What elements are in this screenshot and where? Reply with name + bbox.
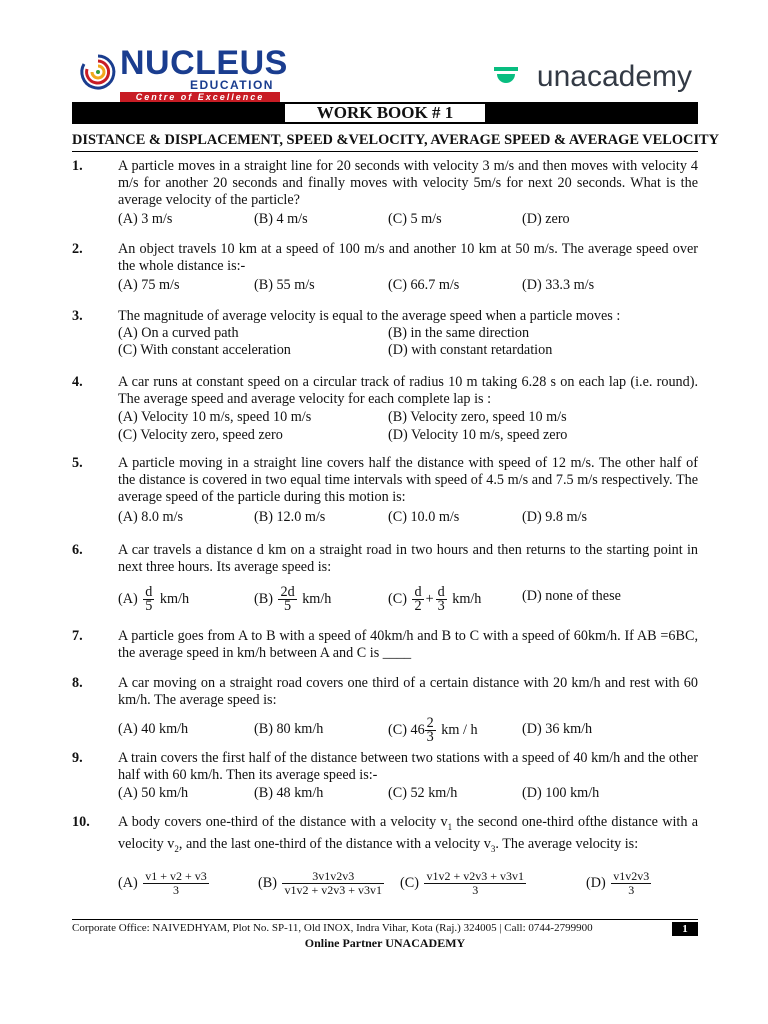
option-b: (B) 55 m/s: [254, 277, 315, 293]
option-a: (A) 50 km/h: [118, 785, 189, 801]
option-c: (C) $\frac{v1v2 + v2v3 + v3v1}{3}$: [400, 869, 525, 897]
question-text: A car moving on a straight road covers one third of a certain distance with 20 km/h and rest with 60 km/h. The average speed is:: [118, 675, 698, 708]
page-footer: [72, 919, 698, 935]
question-number: 4.: [72, 374, 83, 390]
question-text: The magnitude of average velocity is equal to the average speed when a particle moves :: [118, 308, 621, 324]
option-b: (B) 48 km/h: [254, 785, 324, 801]
fraction: $\frac{d}{3}$: [437, 584, 445, 614]
options-row: [118, 427, 698, 445]
question-number: 8.: [72, 675, 83, 691]
question-number: 3.: [72, 308, 83, 324]
question-number: 5.: [72, 455, 83, 471]
option-c: (C) $\frac{d}{2}$ + $\frac{d}{3}$ km/h: [388, 584, 482, 614]
option-a: (A) 75 m/s: [118, 277, 180, 293]
options-row: [118, 578, 698, 614]
question-text: A particle goes from A to B with a speed of 40km/h and B to C with a speed of 60km/h. If AB =6BC, the average speed in km/h between A and C is ____: [118, 628, 698, 661]
question-number: 9.: [72, 750, 83, 766]
fraction: $\frac{3v1v2v3}{v1v2 + v2v3 + v3v1}$: [284, 869, 383, 897]
option-b: (B) 80 km/h: [254, 721, 324, 737]
question-number: 7.: [72, 628, 83, 644]
question-text: A particle moving in a straight line covers half the distance with speed of 12 m/s. The other half of the distance is covered in two equal time intervals with speed of 4.5 m/s and 7.5 m/s respectively. The average speed of the particle during this motion is:: [118, 455, 698, 505]
question-text: A train covers the first half of the distance between two stations with a speed of 40 km/h and the other half with 60 km/h. Then its average speed is:-: [118, 750, 698, 783]
question-number: 6.: [72, 542, 83, 558]
swirl-logo-icon: [78, 52, 118, 92]
brand-tagline: Centre of Excellence: [120, 92, 280, 103]
page-header: [72, 40, 702, 102]
option-d: (D) 36 km/h: [522, 721, 593, 737]
fraction: $\frac{d}{2}$: [414, 584, 422, 614]
option-a: (A) $\frac{d}{5}$ km/h: [118, 584, 190, 614]
option-b: (B) 4 m/s: [254, 211, 308, 227]
fraction: $\frac{v1v2v3}{3}$: [613, 869, 650, 897]
topic-heading: DISTANCE & DISPLACEMENT, SPEED &VELOCITY, AVERAGE SPEED & AVERAGE VELOCITY: [72, 130, 698, 152]
option-d: (D) Velocity 10 m/s, speed zero: [388, 427, 568, 443]
options-row: [118, 866, 698, 906]
options-row: [118, 325, 698, 343]
title-bar: [72, 102, 698, 124]
question-text: A body covers one-third of the distance with a velocity $v_1$ the second one-third ofthe distance with a velocity $v_2$, and the last one-third of the distance with a velocity $v_3$. The average velocity is:: [118, 814, 698, 854]
option-a: (A) 40 km/h: [118, 721, 189, 737]
option-c: (C) 5 m/s: [388, 211, 442, 227]
option-d: (D) 33.3 m/s: [522, 277, 595, 293]
fraction: $\frac{2}{3}$: [426, 715, 434, 745]
option-b: (B) 12.0 m/s: [254, 509, 326, 525]
option-c: (C) 52 km/h: [388, 785, 458, 801]
option-c: (C) 66.7 m/s: [388, 277, 460, 293]
question-text: An object travels 10 km at a speed of 100 m/s and another 10 km at 50 m/s. The average speed over the whole distance is:-: [118, 241, 698, 274]
option-d: (D) 100 km/h: [522, 785, 600, 801]
option-a: (A) $\frac{v1 + v2 + v3}{3}$: [118, 869, 207, 897]
option-d: (D) zero: [522, 211, 570, 227]
question-text: A car runs at constant speed on a circular track of radius 10 m taking 6.28 s on each lap (i.e. round). The average speed and average velocity for each complete lap is :: [118, 374, 698, 407]
option-c: (C) With constant acceleration: [118, 342, 291, 358]
option-b: (B) in the same direction: [388, 325, 530, 341]
option-a: (A) Velocity 10 m/s, speed 10 m/s: [118, 409, 312, 425]
brand-name: NUCLEUS: [120, 44, 288, 82]
option-d: (D) 9.8 m/s: [522, 509, 588, 525]
unacademy-mark-icon: [491, 64, 521, 94]
option-a: (A) 8.0 m/s: [118, 509, 184, 525]
unacademy-logo: [537, 60, 692, 100]
option-d: (D) with constant retardation: [388, 342, 553, 358]
option-d: (D) $\frac{v1v2v3}{3}$: [586, 869, 650, 897]
fraction: $\frac{v1 + v2 + v3}{3}$: [145, 869, 207, 897]
option-c: (C) 46 $\frac{2}{3}$ km / h: [388, 715, 478, 745]
options-row: [118, 711, 698, 747]
fraction: $\frac{2d}{5}$: [280, 584, 295, 614]
brand-subname: EDUCATION: [190, 78, 274, 92]
page-number: 1: [672, 922, 698, 936]
partner-wordmark: unacademy: [536, 60, 692, 93]
options-row: [118, 785, 698, 803]
option-b: (B) Velocity zero, speed 10 m/s: [388, 409, 567, 425]
option-a: (A) On a curved path: [118, 325, 239, 341]
options-row: [118, 409, 698, 427]
option-c: (C) Velocity zero, speed zero: [118, 427, 283, 443]
option-c: (C) 10.0 m/s: [388, 509, 460, 525]
option-a: (A) 3 m/s: [118, 211, 173, 227]
options-row: [118, 509, 698, 527]
option-b: (B) $\frac{3v1v2v3}{v1v2 + v2v3 + v3v1}$: [258, 869, 383, 897]
fraction: $\frac{v1v2 + v2v3 + v3v1}{3}$: [426, 869, 525, 897]
options-row: [118, 277, 698, 295]
question-number: 2.: [72, 241, 83, 257]
options-row: [118, 211, 698, 229]
question-text: A car travels a distance d km on a straight road in two hours and then returns to the starting point in next three hours. Its average speed is:: [118, 542, 698, 575]
option-b: (B) $\frac{2d}{5}$ km/h: [254, 584, 332, 614]
options-row: [118, 342, 698, 360]
question-number: 1.: [72, 158, 83, 174]
online-partner: Online Partner UNACADEMY: [304, 936, 466, 950]
option-d: (D) none of these: [522, 588, 621, 604]
question-number: 10.: [72, 814, 90, 830]
page-title: WORK BOOK # 1: [285, 104, 485, 122]
fraction: $\frac{d}{5}$: [145, 584, 153, 614]
nucleus-logo: [72, 46, 292, 100]
office-address: Corporate Office: NAIVEDHYAM, Plot No. SP-11, Old INOX, Indra Vihar, Kota (Raj.) 324005 | Call: 0744-2799900: [72, 922, 593, 934]
question-text: A particle moves in a straight line for 20 seconds with velocity 3 m/s and then moves with velocity 4 m/s for another 20 seconds and finally moves with velocity 5m/s for next 20 seconds. What is the average velocity of the particle?: [118, 158, 698, 208]
